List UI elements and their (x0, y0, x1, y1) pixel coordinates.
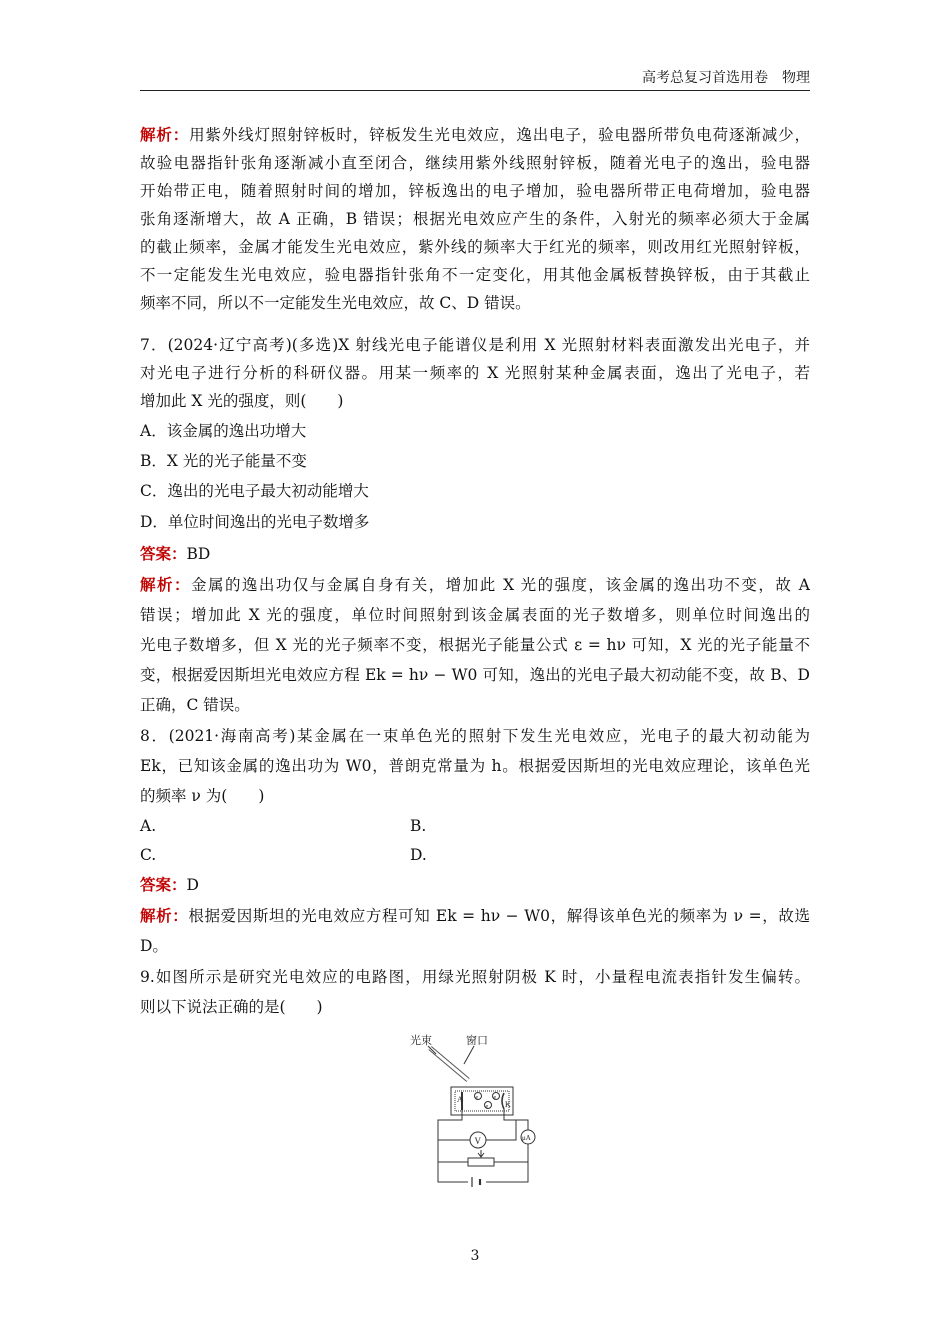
q8-analysis-line-2: D。 (140, 937, 168, 955)
circuit-diagram (408, 1032, 548, 1192)
header-divider (140, 90, 810, 91)
answer-value: D (186, 876, 199, 894)
q8-answer (140, 874, 810, 896)
q8-option-b: B. (410, 817, 427, 835)
electron-label: e (493, 1095, 497, 1101)
q8-stem-line-2: Ek，已知该金属的逸出功为 W0，普朗克常量为 h。根据爱因斯坦的光电效应理论，该单色光 (140, 757, 810, 775)
electron-label: e (485, 1104, 489, 1110)
analysis6-line-5: 的截止频率，金属才能发生光电效应，紫外线的频率大于红光的频率，则改用红光照射锌板， (140, 238, 810, 256)
q7-option-d: D．单位时间逸出的光电子数增多 (140, 513, 370, 531)
analysis6-line-1: 解析：用紫外线灯照射锌板时，锌板发生光电效应，逸出电子，验电器所带负电荷逐渐减少， (140, 125, 810, 144)
q7-analysis-line-3: 光电子数增多，但 X 光的光子频率不变，根据光子能量公式 ε = hν 可知，X 光的光子能量不 (140, 636, 810, 654)
q9-stem-line-1: 9.如图所示是研究光电效应的电路图，用绿光照射阴极 K 时，小量程电流表指针发生偏转。 (140, 968, 810, 986)
q8-option-a: A. (140, 817, 157, 835)
analysis-label: 解析： (140, 575, 191, 594)
q7-analysis-line-5: 正确，C 错误。 (140, 696, 250, 714)
analysis-label: 解析： (140, 125, 190, 144)
analysis6-line-3: 开始带正电，随着照射时间的增加，锌板逸出的电子增加，验电器所带正电荷增加，验电器 (140, 182, 810, 200)
q8-analysis-line-1: 解析：根据爱因斯坦的光电效应方程可知 Ek = hν − W0，解得该单色光的频率为 ν =，故选 (140, 906, 810, 925)
q7-analysis-line-4: 变，根据爱因斯坦光电效应方程 Ek = hν − W0 可知，逸出的光电子最大初动能不变，故 B、D (140, 666, 810, 684)
rheostat (468, 1158, 494, 1166)
q7-analysis-line-1: 解析：金属的逸出功仅与金属自身有关，增加此 X 光的强度，该金属的逸出功不变，故 A (140, 575, 810, 594)
answer-label: 答案： (140, 875, 187, 894)
wire-right-lower (486, 1144, 528, 1182)
q9-stem-line-2: 则以下说法正确的是( ) (140, 998, 323, 1016)
page-header: 高考总复习首选用卷 物理 (642, 70, 810, 86)
q7-stem-line-2: 对光电子进行分析的科研仪器。用某一频率的 X 光照射某种金属表面，逸出了光电子，若 (140, 364, 810, 382)
q7-stem-line-1: 7．(2024·辽宁高考)(多选)X 射线光电子能谱仪是利用 X 光照射材料表面激发出光电子，并 (140, 336, 810, 354)
analysis-label: 解析： (140, 906, 189, 925)
page-number: 3 (470, 1248, 480, 1264)
label-anode: A (457, 1095, 463, 1104)
label-beam: 光束 (410, 1035, 432, 1047)
analysis6-line-4: 张角逐渐增大，故 A 正确，B 错误；根据光电效应产生的条件，入射光的频率必须大于金属 (140, 210, 810, 228)
q8-option-d: D. (410, 846, 427, 864)
q7-analysis-line-2: 错误；增加此 X 光的强度，单位时间照射到该金属表面的光子数增多，则单位时间逸出的 (140, 606, 810, 624)
answer-value: BD (186, 545, 211, 563)
q7-stem-line-3: 增加此 X 光的强度，则( ) (140, 392, 344, 410)
answer-label: 答案： (140, 544, 187, 563)
label-cathode: K (505, 1100, 511, 1109)
analysis6-line-7: 频率不同，所以不一定能发生光电效应，故 C、D 错误。 (140, 294, 531, 312)
q8-option-c: C. (140, 846, 157, 864)
window-pointer (464, 1046, 474, 1064)
q7-option-a: A．该金属的逸出功增大 (140, 422, 307, 440)
electron-label: e (475, 1095, 479, 1101)
label-window: 窗口 (466, 1035, 488, 1047)
cathode (502, 1093, 504, 1109)
q8-stem-line-1: 8．(2021·海南高考)某金属在一束单色光的照射下发生光电效应，光电子的最大初动能为 (140, 727, 810, 745)
q8-stem-line-3: 的频率 ν 为( ) (140, 787, 265, 805)
label-microammeter: μA (522, 1134, 531, 1142)
analysis6-line-6: 不一定能发生光电效应，验电器指针张角不一定变化，用其他金属板替换锌板，由于其截止 (140, 266, 810, 284)
q7-option-c: C．逸出的光电子最大初动能增大 (140, 482, 369, 500)
wire-left (438, 1110, 468, 1182)
q7-option-b: B．X 光的光子能量不变 (140, 452, 307, 470)
analysis6-line-2: 故验电器指针张角逐渐减小直至闭合，继续用紫外线照射锌板，随着光电子的逸出，验电器 (140, 154, 810, 172)
q7-answer (140, 543, 810, 565)
label-voltmeter: V (474, 1136, 481, 1146)
